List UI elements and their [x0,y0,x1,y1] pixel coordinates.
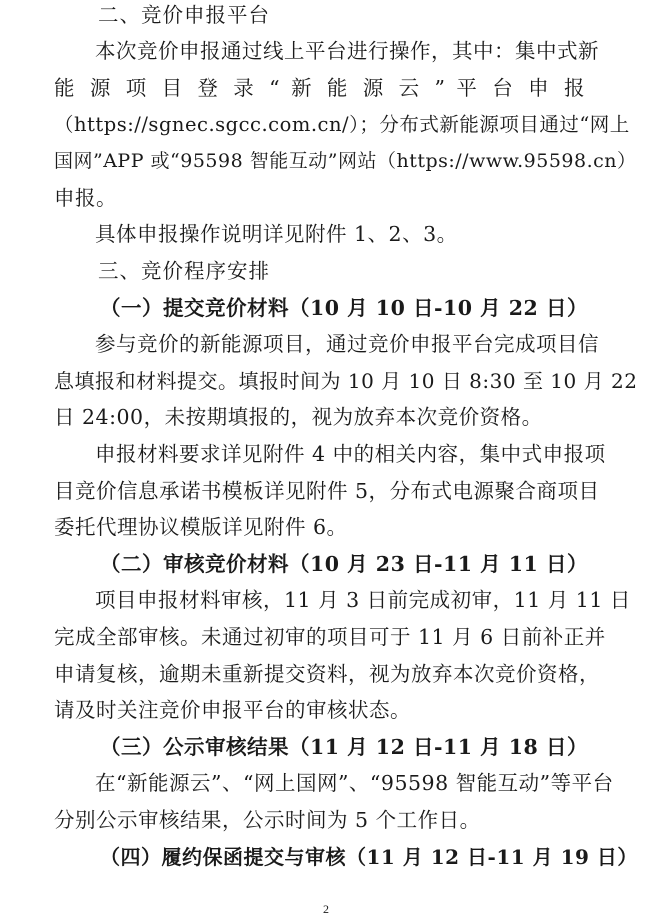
paragraph-line: 项目申报材料审核，11 月 3 日前完成初审，11 月 11 日 [95,588,631,612]
paragraph-line: 完成全部审核。未通过初审的项目可于 11 月 6 日前补正并 [54,625,606,649]
paragraph-line: 在“新能源云”、“网上国网”、“95598 智能互动”等平台 [95,771,614,795]
subsection-heading-guarantee: （四）履约保函提交与审核（11 月 12 日-11 月 19 日） [100,845,638,869]
section-heading-procedure: 三、竞价程序安排 [98,259,270,283]
paragraph-line: 目竞价信息承诺书模板详见附件 5，分布式电源聚合商项目 [54,479,600,503]
paragraph-line: 息填报和材料提交。填报时间为 10 月 10 日 8:30 至 10 月 22 [54,369,638,393]
paragraph-line: 申报材料要求详见附件 4 中的相关内容，集中式申报项 [95,442,606,466]
paragraph-line: 申请复核，逾期未重新提交资料，视为放弃本次竞价资格， [54,662,600,686]
paragraph-line: （https://sgnec.sgcc.com.cn/）；分布式新能源项目通过“网上 [54,113,630,136]
paragraph-line: 日 24:00，未按期填报的，视为放弃本次竞价资格。 [54,405,543,429]
paragraph-line: 能 源 项 目 登 录 “ 新 能 源 云 ” 平 台 申 报 [54,76,585,100]
section-heading-platform: 二、竞价申报平台 [98,3,270,27]
paragraph-line: 国网”APP 或“95598 智能互动”网站（https://www.95598.cn） [54,150,637,172]
subsection-heading-submit: （一）提交竞价材料（10 月 10 日-10 月 22 日） [100,296,588,320]
paragraph-line: 具体申报操作说明详见附件 1、2、3。 [95,222,458,246]
subsection-heading-publicize: （三）公示审核结果（11 月 12 日-11 月 18 日） [100,735,588,759]
page-number: 2 [323,902,329,916]
paragraph-line: 本次竞价申报通过线上平台进行操作，其中：集中式新 [95,39,599,63]
paragraph-line: 申报。 [54,186,117,210]
paragraph-line: 请及时关注竞价申报平台的审核状态。 [54,698,411,722]
paragraph-line: 参与竞价的新能源项目，通过竞价申报平台完成项目信 [95,332,599,356]
paragraph-line: 委托代理协议模版详见附件 6。 [54,515,348,539]
paragraph-line: 分别公示审核结果，公示时间为 5 个工作日。 [54,808,481,832]
subsection-heading-review: （二）审核竞价材料（10 月 23 日-11 月 11 日） [100,552,588,576]
